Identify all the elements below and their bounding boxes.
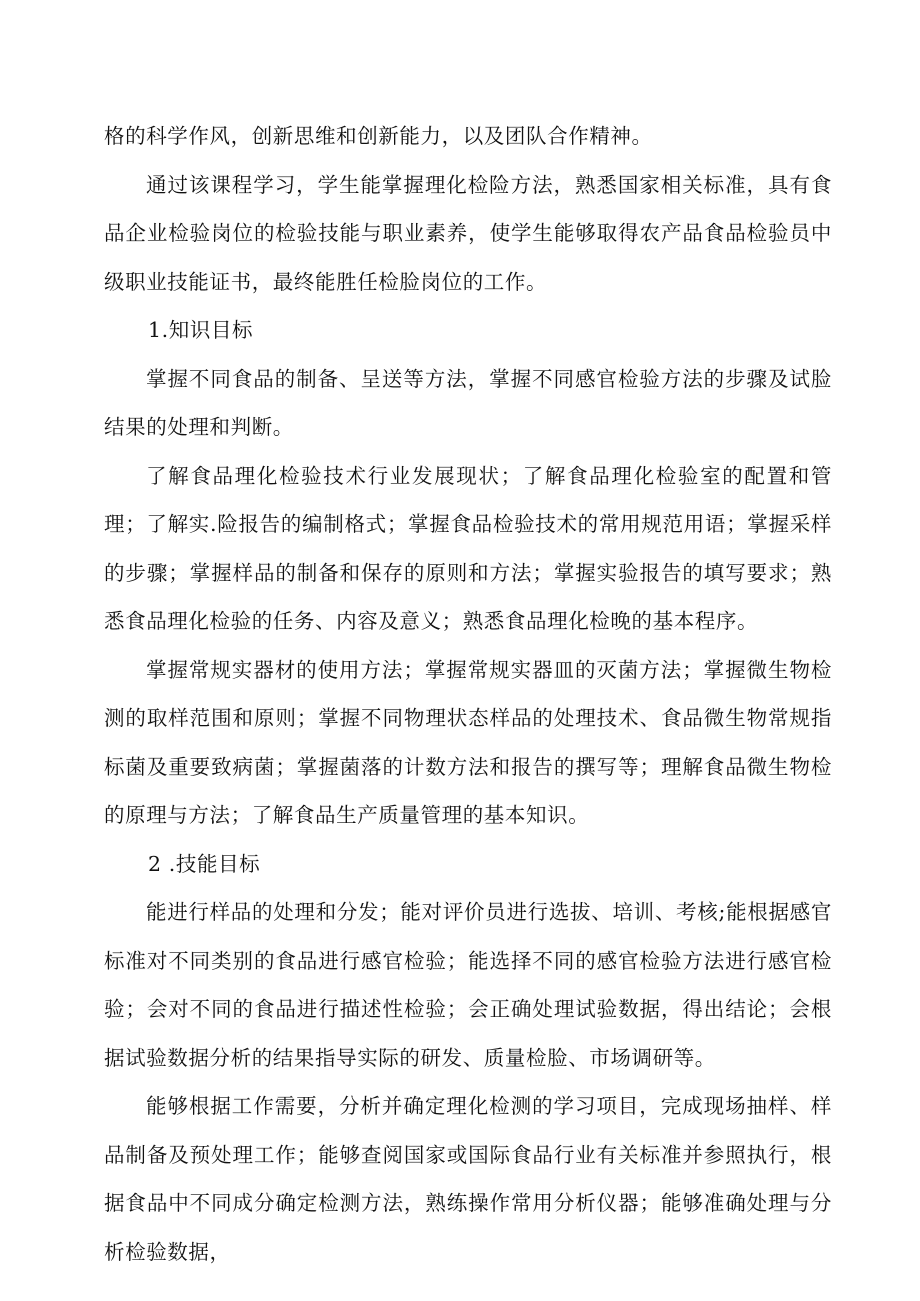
paragraph-sensory-methods: 掌握不同食品的制备、呈送等方法，掌握不同感官检验方法的步骤及试脸结果的处理和判断。 xyxy=(104,366,832,439)
document-page xyxy=(104,112,832,1276)
paragraph-course-summary: 通过该课程学习，学生能掌握理化检险方法，熟悉国家相关标准，具有食品企业检验岗位的检验技能与职业素养，使学生能够取得农产品食品检验员中级职业技能证书，最终能胜任检脸岗位的工作。 xyxy=(104,172,832,294)
paragraph-microbiology-knowledge: 掌握常规实器材的使用方法；掌握常规实器皿的灭菌方法；掌握微生物检测的取样范围和原则；掌握不同物理状态样品的处理技术、食品微生物常规指标菌及重要致病菌；掌握菌落的计数方法和报告的撰写等；理解食品微生物检的原理与方法；了解食品生产质量管理的基本知识。 xyxy=(104,657,832,827)
paragraph-physicochemical-knowledge: 了解食品理化检验技术行业发展现状；了解食品理化检验室的配置和管理；了解实.险报告的编制格式；掌握食品检验技术的常用规范用语；掌握采样的步骤；掌握样品的制备和保存的原则和方法；掌握实验报告的填写要求；熟悉食品理化检验的任务、内容及意义；熟悉食品理化检晚的基本程序。 xyxy=(104,463,832,633)
section-heading-knowledge-goals: 1.知识目标 xyxy=(148,318,254,342)
paragraph-continued: 格的科学作风，创新思维和创新能力，以及团队合作精神。 xyxy=(104,124,653,148)
paragraph-sensory-skills: 能进行样品的处理和分发；能对评价员进行选拔、培训、考核;能根据感官标准对不同类别的食品进行感官检验；能选择不同的感官检验方法进行感官检验；会对不同的食品进行描述性检验；会正确处理试验数据，得出结论；会根据试验数据分析的结果指导实际的研发、质量检脸、市场调研等。 xyxy=(104,900,832,1070)
paragraph-testing-skills: 能够根据工作需要，分析并确定理化检测的学习项目，完成现场抽样、样品制备及预处理工作；能够查阅国家或国际食品行业有关标准并参照执行，根据食品中不同成分确定检测方法，熟练操作常用分析仪器；能够准确处理与分析检验数据， xyxy=(104,1094,832,1264)
section-heading-skill-goals: 2 .技能目标 xyxy=(148,851,261,876)
